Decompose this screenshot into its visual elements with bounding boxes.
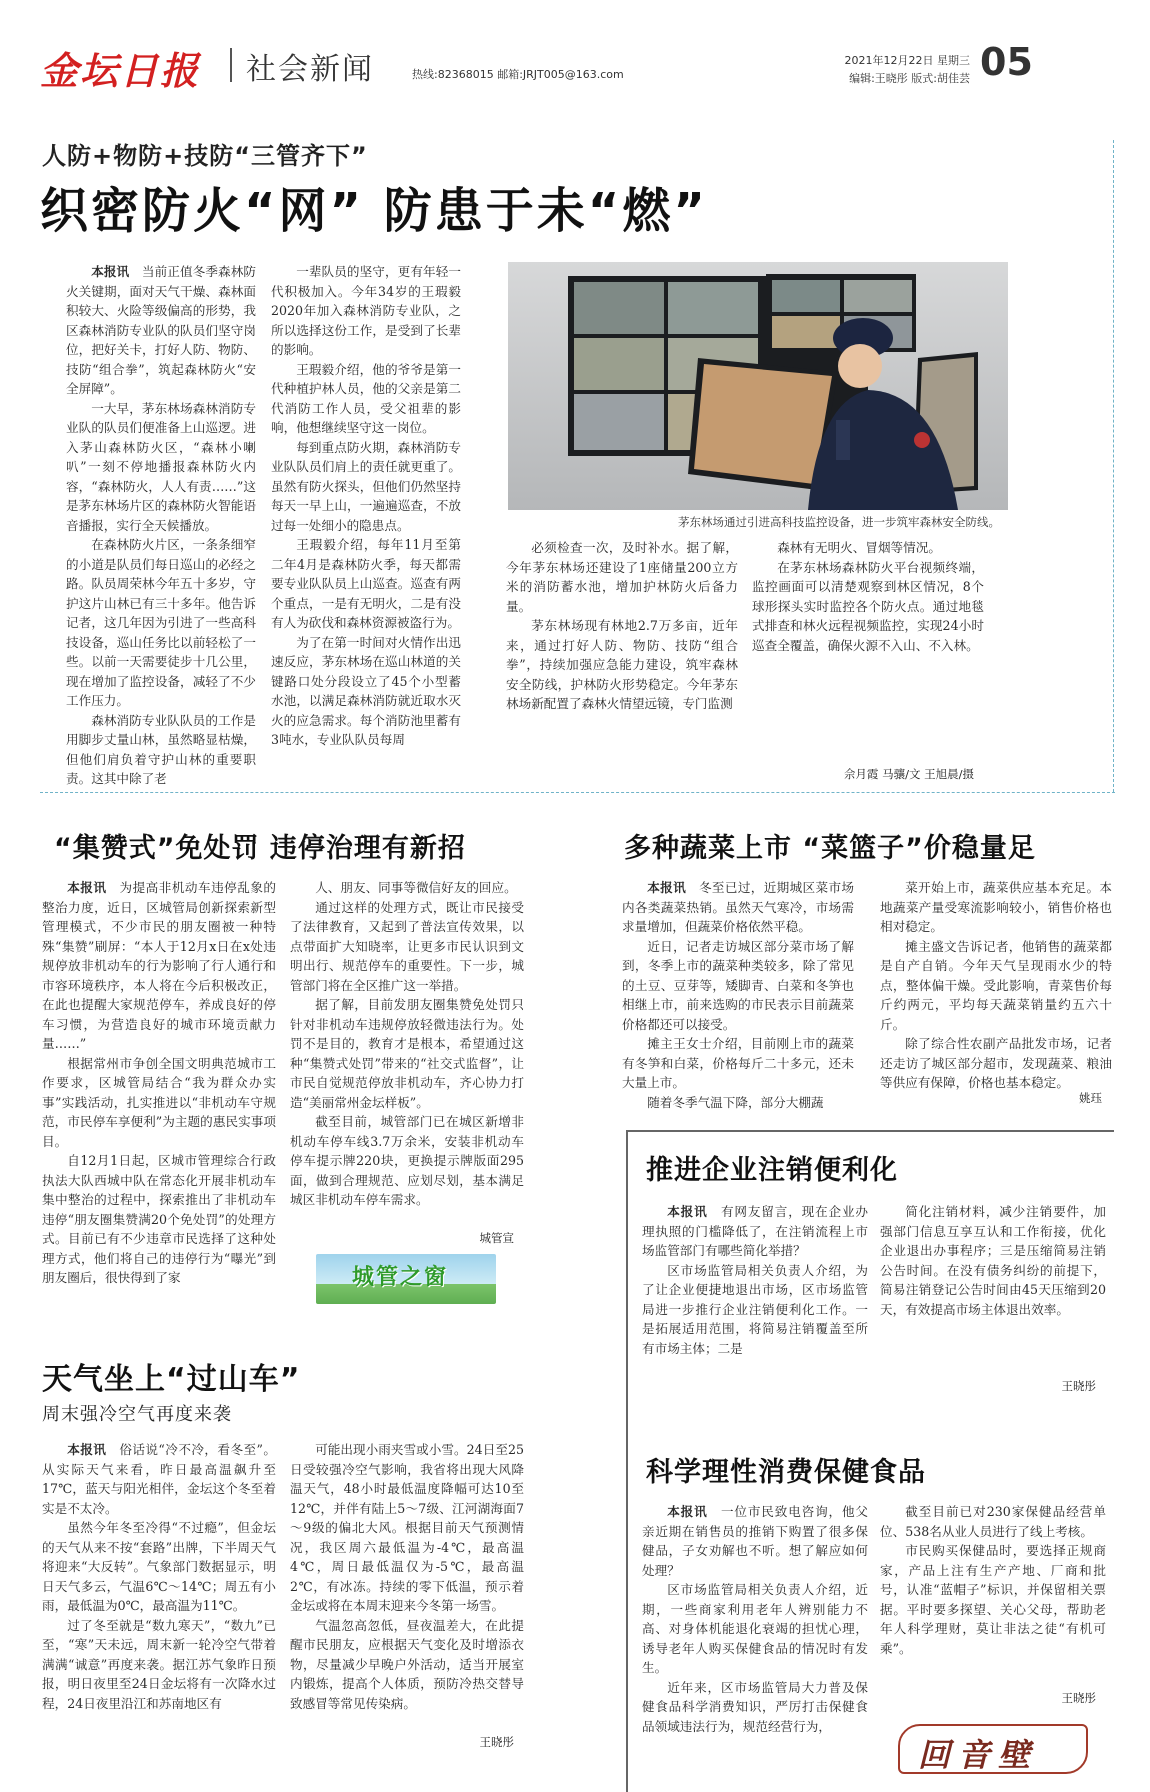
paragraph — [880, 937, 1112, 1035]
paragraph-text: 当前正值冬季森林防火关键期，面对天气干燥、森林面积较大、火险等级偏高的形势，我区森林消防专业队的队员们坚守岗位，把好关卡，打好人防、物防、技防“组合拳”，筑起森林防火“安全屏障”。 — [66, 264, 256, 396]
weather-byline: 王晓彤 — [479, 1735, 514, 1749]
health-title: 科学理性消费保健食品 — [646, 1457, 926, 1488]
weather-column-1 — [42, 1440, 276, 1770]
paragraph — [622, 937, 854, 1035]
paragraph — [290, 1616, 524, 1714]
vegetable-story — [620, 818, 1120, 1118]
paragraph-text: 虽然今年冬至冷得“不过瘾”，但金坛的天气从来不按“套路”出牌，下半周天气将迎来“大反转”。气象部门数据显示，明日天气多云，气温6℃～14℃；周五有小雨，最低温为0℃，最高温为11℃。 — [42, 1520, 276, 1613]
lead-story-border — [1113, 140, 1114, 792]
paragraph — [271, 633, 461, 750]
paragraph-text: 王瑕毅介绍，他的爷爷是第一代种植护林人员，他的父亲是第二代消防工作人员，受父祖辈的影响，他想继续坚守这一岗位。 — [271, 361, 461, 435]
paragraph — [66, 399, 256, 536]
dateline: 本报讯 — [667, 1204, 708, 1219]
lead-column-4 — [752, 538, 984, 688]
paragraph-text: 一位市民致电咨询，他父亲近期在销售员的推销下购置了很多保健品，子女劝解也不听。想了解应如何处理？ — [642, 1504, 868, 1578]
health-byline: 王晓彤 — [1061, 1691, 1096, 1705]
masthead — [40, 40, 1120, 93]
paragraph-text: 自12月1日起，区城市管理综合行政执法大队西城中队在常态化开展非机动车集中整治的过程中，探索推出了非机动车违停“朋友圈集赞满20个免处罚”的处理方式。目前已有不少违章市民选择了这种处理方式，他们将自己的违停行为“曝光”到朋友圈后，很快得到了家 — [42, 1153, 276, 1285]
paragraph — [290, 1112, 524, 1210]
paragraph — [642, 1580, 868, 1678]
paragraph-text: 一辈队员的坚守，更有年轻一代积极加入。今年34岁的王瑕毅2020年加入森林消防专业队，之所以选择这份工作，是受到了长辈的影响。 — [271, 264, 461, 357]
paragraph — [290, 898, 524, 996]
jizan-byline: 城管宣 — [479, 1231, 514, 1245]
paragraph-text: 在森林防火片区，一条条细窄的小道是队员们每日巡山的必经之路。队员周荣林今年五十多岁，守护这片山林已有三十多年。他告诉记者，这几年因为引进了一些高科技设备，巡山任务比以前轻松了一些。以前一天需要徒步十几公里，现在增加了监控设备，减轻了不少工作压力。 — [66, 537, 256, 708]
paragraph-text: 区市场监管局相关负责人介绍，为了让企业便捷地退出市场，区市场监管局进一步推行企业注销便利化工作。一是拓展适用范围，将简易注销覆盖至所有市场主体；二是 — [642, 1262, 868, 1356]
paragraph — [42, 1151, 276, 1288]
paragraph — [642, 1502, 868, 1580]
paragraph-text: 据了解，目前发朋友圈集赞免处罚只针对非机动车违规停放轻微违法行为。处罚不是目的，教育才是根本，希望通过这种“集赞式处罚”带来的“社交式监督”，让市民自觉规范停放非机动车，齐心协力打造“美丽常州金坛样板”。 — [290, 997, 524, 1110]
vegetable-title: 多种蔬菜上市 “菜篮子”价稳量足 — [624, 833, 1036, 864]
paragraph — [42, 1440, 276, 1518]
paragraph — [622, 1034, 854, 1093]
cancel-title: 推进企业注销便利化 — [646, 1155, 898, 1186]
lead-photo — [508, 262, 1008, 510]
paragraph-text: 近日，记者走访城区部分菜市场了解到，冬季上市的蔬菜种类较多，除了常见的土豆、豆芽等，矮脚青、白菜和冬笋也相继上市，前来选购的市民表示目前蔬菜价格都还可以接受。 — [622, 938, 854, 1032]
jizan-story — [40, 818, 540, 1338]
paragraph-text: 截至目前，城管部门已在城区新增非机动车停车线3.7万余米，安装非机动车停车提示牌220块，更换提示牌版面295面，做到合理规范、应划尽划，基本满足城区非机动车停车需求。 — [290, 1114, 524, 1207]
lead-column-3 — [506, 538, 738, 788]
paragraph-text: 摊主王女士介绍，目前刚上市的蔬菜有冬笋和白菜，价格每斤二十多元，还未大量上市。 — [622, 1036, 854, 1090]
paragraph-text: 区市场监管局相关负责人介绍，近期，一些商家利用老年人辨别能力不高、对身体机能退化衰竭的担忧心理，诱导老年人购买保健食品的情况时有发生。 — [642, 1582, 868, 1675]
paragraph-text: 简化注销材料，减少注销要件，加强部门信息互享互认和工作衔接，优化企业退出办事程序；三是压缩简易注销公告时间。在没有债务纠纷的前提下，简易注销登记公告时间由45天压缩到20天，有效提高市场主体退出效率。 — [880, 1204, 1106, 1317]
paragraph-text: 在茅东林场森林防火平台视频终端，监控画面可以清楚观察到林区情况，8个球形探头实时监控各个防火点。通过地毯式排查和林火远程视频监控，实现24小时巡查全覆盖，确保火源不入山、不入林。 — [752, 559, 984, 653]
paragraph-text: 有网友留言，现在企业办理执照的门槛降低了，在注销流程上市场监管部门有哪些简化举措？ — [642, 1204, 868, 1258]
paragraph — [290, 1440, 524, 1616]
echo-wall-logo — [898, 1724, 1088, 1774]
health-column-1 — [642, 1502, 868, 1792]
lead-title: 织密防火“网” 防患于未“燃” — [40, 183, 708, 239]
paragraph — [271, 262, 461, 360]
paragraph-text: 森林消防专业队队员的工作是用脚步丈量山林，虽然略显枯燥，但他们肩负着守护山林的重要职责。这其中除了老 — [66, 712, 256, 786]
paragraph-text: 为提高非机动车违停乱象的整治力度，近日，区城管局创新探索新型管理模式，不少市民的朋友圈被一种特殊“集赞”刷屏：“本人于12月x日在x处违规停放非机动车的行为影响了行人通行和市容环境秩序，本人将在今后积极改正，在此也提醒大家规范停车，养成良好的停车习惯，为营造良好的城市环境贡献力量……” — [42, 880, 276, 1051]
paragraph — [880, 878, 1112, 937]
paragraph — [271, 438, 461, 536]
health-story — [626, 1440, 1114, 1792]
banner-title: 城管之窗 — [352, 1265, 449, 1290]
paragraph-text: 每到重点防火期，森林消防专业队队员们肩上的责任就更重了。虽然有防火探头，但他们仍然坚持每天一早上山，一遍遍巡查，不放过每一处细小的隐患点。 — [271, 439, 461, 533]
paragraph — [66, 535, 256, 711]
lead-byline: 佘月霞 马骧/文 王旭晨/摄 — [843, 767, 974, 781]
paragraph — [880, 1202, 1106, 1319]
echo-wall-logo-text: 回音壁 — [918, 1736, 1039, 1774]
paragraph-text: 过了冬至就是“数九寒天”，“数九”已至，“寒”天未远，周末新一轮冷空气带着满满“诚意”再度来袭。据江苏气象昨日预报，明日夜里至24日金坛将有一次降水过程，24日夜里沿江和苏南地区有 — [42, 1617, 276, 1711]
dateline: 本报讯 — [67, 880, 107, 895]
paragraph — [66, 262, 256, 399]
paragraph — [880, 1541, 1106, 1658]
paragraph — [506, 538, 738, 616]
vegetable-column-2 — [880, 878, 1112, 1098]
paragraph-text: 森林有无明火、冒烟等情况。 — [777, 540, 941, 555]
dateline: 本报讯 — [91, 264, 130, 279]
lead-column-1 — [66, 262, 256, 790]
monitor-wall-illustration — [508, 262, 1008, 510]
paragraph-text: 近年来，区市场监管局大力普及保健食品科学消费知识，严厉打击保健食品领域违法行为，规范经营行为， — [642, 1679, 868, 1734]
section-name: 社会新闻 — [246, 52, 374, 87]
contact-info: 热线:82368015 邮箱:JRJT005@163.com — [412, 68, 624, 81]
paragraph-text: 王瑕毅介绍，每年11月至第二年4月是森林防火季，每天都需要专业队队员上山巡查。巡查有两个重点，一是有无明火，二是有没有人为砍伐和森林资源被盗行为。 — [271, 537, 461, 630]
paragraph-text: 冬至已过，近期城区菜市场内各类蔬菜热销。虽然天气寒冷，市场需求量增加，但蔬菜价格依然平稳。 — [622, 880, 854, 934]
paragraph-text: 一大早，茅东林场森林消防专业队的队员们便准备上山巡逻。进入茅山森林防火区，“森林小喇叭”一刻不停地播报森林防火内容，“森林防火，人人有责……”这是茅东林场片区的森林防火智能语音播报，实行全天候播放。 — [66, 400, 256, 533]
cancel-story — [626, 1130, 1114, 1460]
paragraph-text: 通过这样的处理方式，既让市民接受了法律教育，又起到了普法宣传效果，以点带面扩大知晓率，让更多市民认识到文明出行、规范停车的重要性。下一步，城管部门将在全区推广这一举措。 — [290, 899, 524, 993]
paragraph — [622, 1093, 854, 1113]
paragraph — [642, 1261, 868, 1359]
jizan-title: “集赞式”免处罚 违停治理有新招 — [54, 833, 466, 864]
paragraph — [642, 1202, 868, 1261]
dateline: 本报讯 — [667, 1504, 708, 1519]
editors: 编辑:王晓彤 版式:胡佳芸 — [849, 72, 970, 85]
paragraph — [752, 558, 984, 656]
health-column-2 — [880, 1502, 1106, 1702]
paragraph-text: 截至目前已对230家保健品经营单位、538名从业人员进行了线上考核。 — [880, 1504, 1106, 1539]
paragraph — [271, 360, 461, 438]
paragraph — [290, 878, 524, 898]
paragraph-text: 气温忽高忽低，昼夜温差大，在此提醒市民朋友，应根据天气变化及时增添衣物，尽量减少早晚户外活动，适当开展室内锻炼，提高个人体质，预防冷热交替导致感冒等常见传染病。 — [290, 1617, 524, 1711]
paragraph — [622, 878, 854, 937]
paragraph-text: 俗话说“冷不冷，看冬至”。从实际天气来看，昨日最高温飙升至17℃，蓝天与阳光相伴，金坛这个冬至着实是不太冷。 — [42, 1442, 276, 1516]
paragraph-text: 人、朋友、同事等微信好友的回应。 — [315, 880, 517, 895]
paragraph — [880, 1502, 1106, 1541]
paragraph — [271, 535, 461, 633]
paragraph — [66, 711, 256, 789]
paragraph — [752, 538, 984, 558]
paragraph-text: 随着冬季气温下降，部分大棚蔬 — [647, 1094, 824, 1110]
lead-kicker: 人防+物防+技防“三管齐下” — [42, 142, 368, 170]
paragraph-text: 必须检查一次，及时补水。据了解，今年茅东林场还建设了1座储量200立方米的消防蓄水池，增加护林防火后备力量。 — [506, 540, 738, 614]
paragraph — [42, 1616, 276, 1714]
lead-story-bottom-rule — [40, 792, 1115, 793]
paragraph — [290, 995, 524, 1112]
dateline: 本报讯 — [67, 1442, 107, 1457]
urban-management-banner — [316, 1254, 496, 1304]
vegetable-column-1 — [622, 878, 854, 1118]
weather-title: 天气坐上“过山车” — [42, 1362, 301, 1397]
vegetable-byline: 姚珏 — [1079, 1091, 1102, 1105]
paragraph-text: 菜开始上市，蔬菜供应基本充足。本地蔬菜产量受寒流影响较小，销售价格也相对稳定。 — [880, 880, 1112, 934]
cancel-byline: 王晓彤 — [1061, 1379, 1096, 1393]
paragraph — [42, 1518, 276, 1616]
paragraph — [42, 878, 276, 1054]
weather-column-2 — [290, 1440, 524, 1740]
paragraph — [642, 1678, 868, 1737]
paragraph-text: 为了在第一时间对火情作出迅速反应，茅东林场在巡山林道的关键路口处分段设立了45个小型蓄水池，以满足森林消防就近取水灭火的应急需求。每个消防池里蓄有3吨水，专业队队员每周 — [271, 634, 461, 747]
jizan-column-2 — [290, 878, 524, 1248]
paper-logo: 金坛日报 — [40, 48, 201, 93]
lead-photo-caption: 茅东林场通过引进高科技监控设备，进一步筑牢森林安全防线。 — [678, 515, 1000, 529]
paragraph — [42, 1054, 276, 1152]
lead-column-2 — [271, 262, 461, 790]
paragraph — [880, 1034, 1112, 1093]
paragraph-text: 茅东林场现有林地2.7万多亩，近年来，通过打好人防、物防、技防“组合拳”，持续加强应急能力建设，筑牢森林安全防线，护林防火形势稳定。今年茅东林场新配置了森林火情望远镜，专门监测 — [506, 618, 738, 711]
paragraph-text: 可能出现小雨夹雪或小雪。24日至25日受较强冷空气影响，我省将出现大风降温天气，48小时最低温度降幅可达10至12℃，并伴有陆上5～7级、江河湖海面7～9级的偏北大风。根据目前天气预测情况，我区周六最低温为-4℃，最高温4℃，周日最低温仅为-5℃，最高温2℃，有冰冻。持续的零下低温，预示着金坛或将在本周末迎来今冬第一场雪。 — [290, 1442, 524, 1613]
paragraph-text: 除了综合性农副产品批发市场，记者还走访了城区部分超市，发现蔬菜、粮油等供应有保障，价格也基本稳定。 — [880, 1036, 1112, 1090]
paragraph — [506, 616, 738, 714]
dateline: 本报讯 — [647, 880, 687, 895]
jizan-column-1 — [42, 878, 276, 1338]
masthead-divider — [230, 48, 232, 82]
lead-story — [40, 130, 1120, 795]
paragraph-text: 市民购买保健品时，要选择正规商家，产品上注有生产产地、厂商和批号，认准“蓝帽子”标识，并保留相关票据。平时要多探望、关心父母，帮助老年人科学理财，莫让非法之徒“有机可乘”。 — [880, 1543, 1106, 1656]
paragraph-text: 根据常州市争创全国文明典范城市工作要求，区城管局结合“我为群众办实事”实践活动，扎实推进以“非机动车守规范，市民停车享便利”为主题的惠民实事项目。 — [42, 1055, 276, 1149]
issue-date: 2021年12月22日 星期三 — [844, 54, 970, 67]
weather-subtitle: 周末强冷空气再度来袭 — [42, 1404, 232, 1425]
page-number: 05 — [980, 40, 1033, 84]
weather-story — [40, 1352, 540, 1792]
cancel-column-1 — [642, 1202, 868, 1402]
paragraph-text: 摊主盛文告诉记者，他销售的蔬菜都是自产自销。今年天气呈现雨水少的特点，整体偏干燥。受此影响，青菜售价每斤约两元，平均每天蔬菜销量约五六十斤。 — [880, 938, 1112, 1032]
cancel-column-2 — [880, 1202, 1106, 1382]
